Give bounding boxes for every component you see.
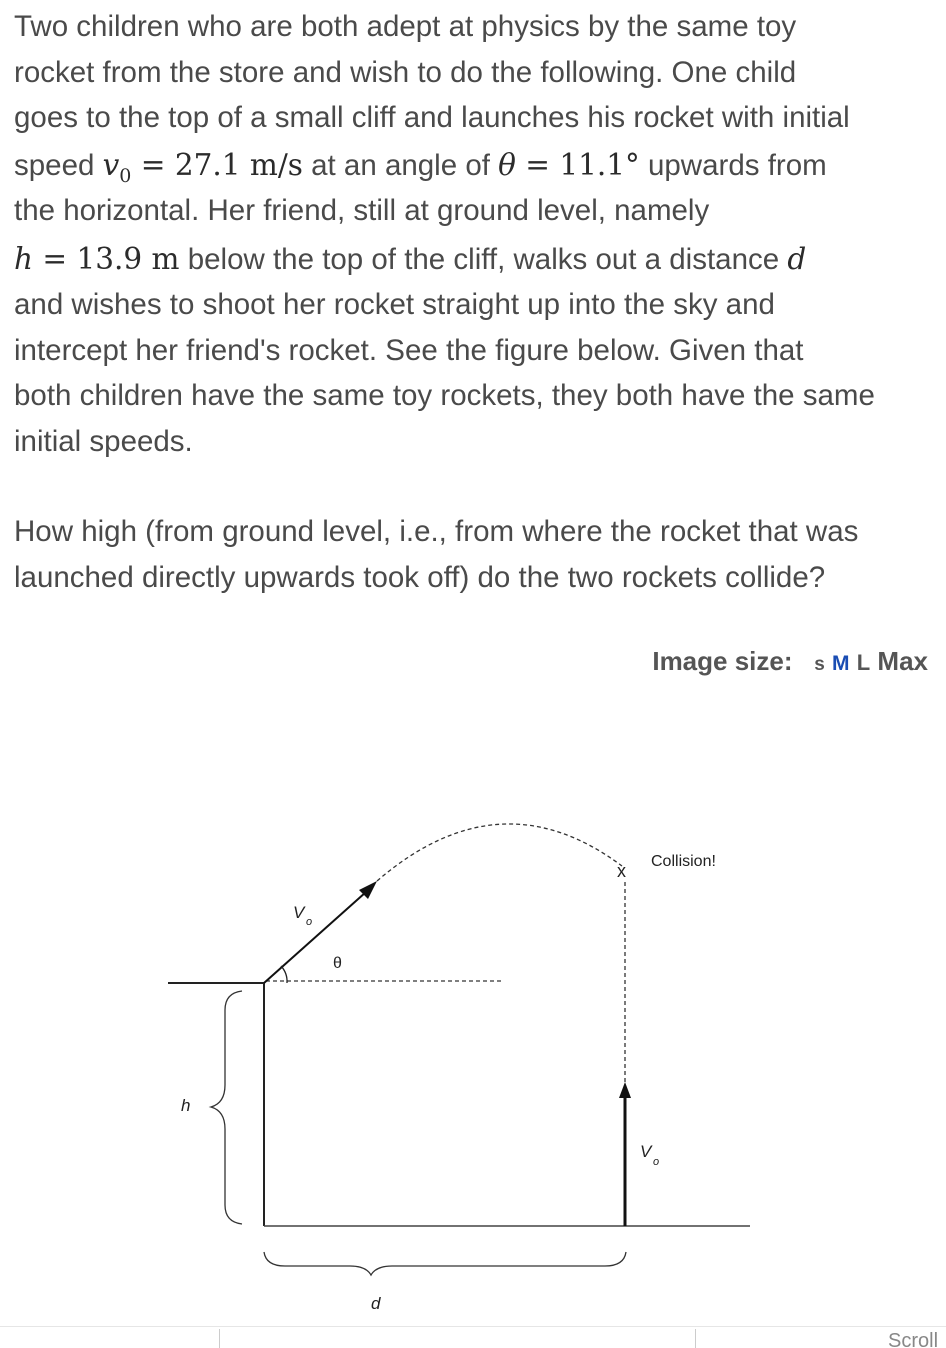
problem-line-2: rocket from the store and wish to do the following. One child	[14, 56, 797, 89]
distance-brace	[264, 1252, 626, 1275]
problem-line-7: and wishes to shoot her rocket straight up into the sky and	[14, 288, 775, 321]
image-size-label: Image size:	[652, 646, 793, 676]
angle-text: at an angle of	[302, 149, 499, 182]
theta-label: θ	[333, 955, 342, 972]
below-text: below the top of the cliff, walks out a distance	[179, 243, 788, 276]
height-brace	[211, 991, 242, 1224]
problem-line-10: initial speeds.	[14, 425, 193, 458]
scroll-button[interactable]: Scroll	[888, 1330, 939, 1348]
d-math: d	[787, 242, 807, 276]
v0-math: $v_0 = 27.1$ m/s	[102, 148, 303, 187]
physics-figure	[0, 700, 946, 1320]
v0-sub-upward: o	[653, 1156, 660, 1168]
toolbar-divider-left	[219, 1329, 220, 1348]
upwards-text: upwards from	[639, 149, 827, 182]
image-size-selector	[652, 646, 928, 677]
speed-text: speed	[14, 149, 103, 182]
upward-arrowhead	[619, 1082, 631, 1098]
bottom-toolbar	[0, 1326, 946, 1348]
v0-sub-launch: o	[306, 916, 313, 928]
toolbar-divider-right	[695, 1329, 696, 1348]
h-math: h = 13.9 m	[14, 242, 180, 276]
image-size-medium-option[interactable]: M	[832, 652, 850, 675]
question-line-2: launched directly upwards took off) do the two rockets collide?	[14, 561, 826, 594]
v0-label-launch: V	[293, 903, 305, 922]
question-line-1: How high (from ground level, i.e., from where the rocket that was	[14, 515, 859, 548]
theta-math: θ = 11.1°	[498, 148, 640, 182]
image-size-small-option[interactable]: s	[814, 654, 825, 675]
distance-label: d	[371, 1294, 381, 1313]
problem-line-1: Two children who are both adept at physics by the same toy	[14, 10, 797, 43]
problem-line-8: intercept her friend's rocket. See the figure below. Given that	[14, 334, 804, 367]
trajectory-path	[377, 824, 622, 881]
problem-line-9: both children have the same toy rockets, they both have the same	[14, 379, 875, 412]
height-label: h	[181, 1096, 191, 1115]
problem-line-5: the horizontal. Her friend, still at ground level, namely	[14, 194, 710, 227]
v0-label-upward: V	[640, 1142, 652, 1161]
image-size-max-option[interactable]: Max	[877, 646, 928, 676]
image-size-large-option[interactable]: L	[856, 650, 871, 675]
problem-line-3: goes to the top of a small cliff and launches his rocket with initial	[14, 101, 850, 134]
collision-label: Collision!	[651, 853, 716, 870]
collision-marker: x	[617, 861, 626, 881]
launch-velocity-arrow	[264, 892, 366, 983]
problem-line-6	[14, 236, 944, 283]
